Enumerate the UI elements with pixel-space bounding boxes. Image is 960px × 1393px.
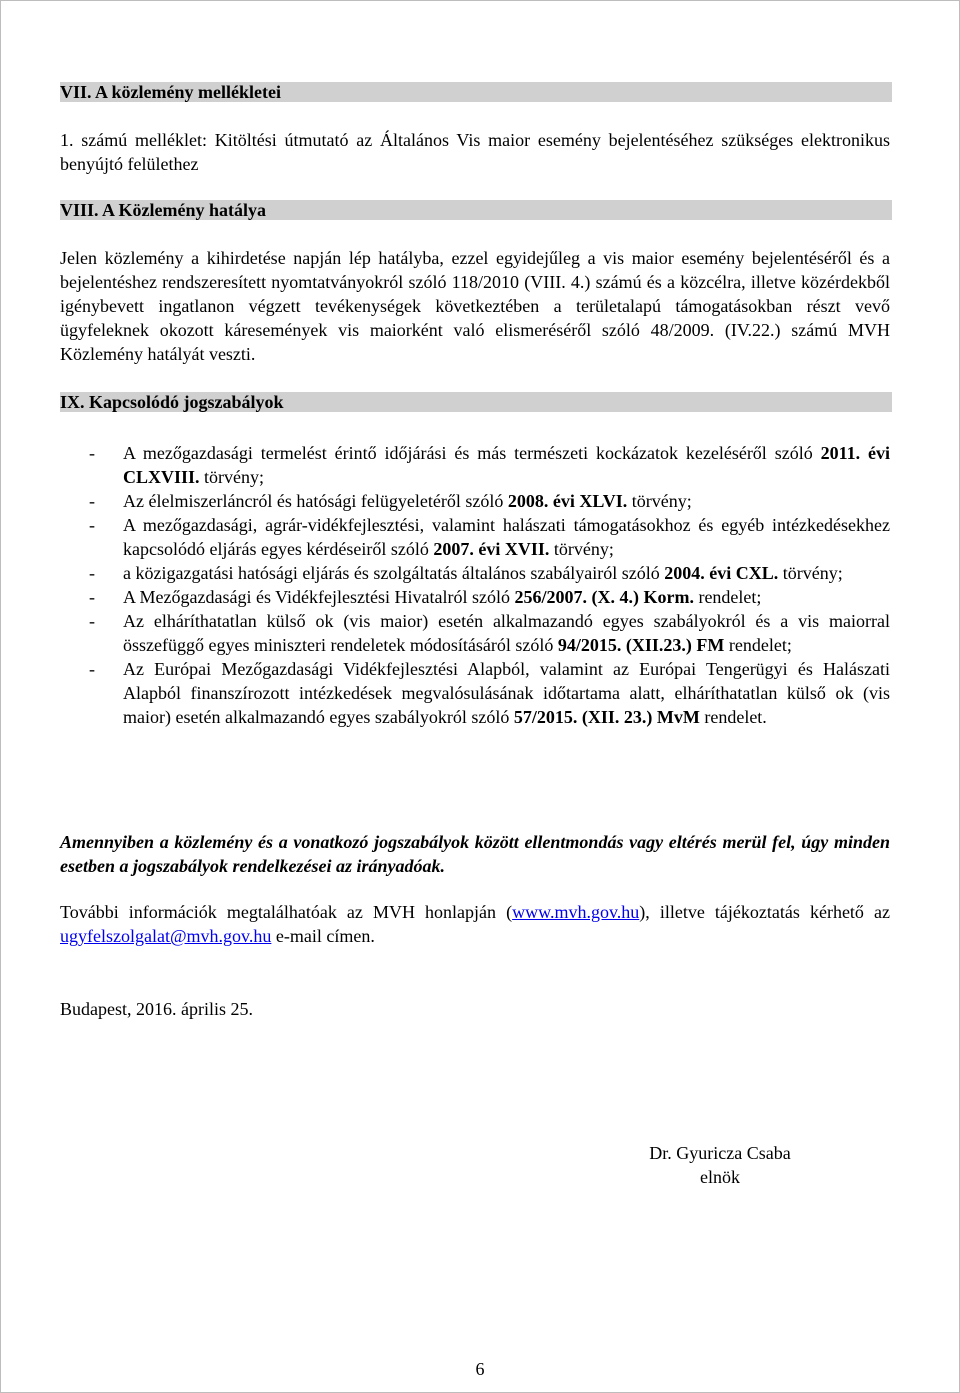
list-item bbox=[60, 609, 890, 657]
place-date: Budapest, 2016. április 25. bbox=[60, 999, 253, 1019]
section-7-text: 1. számú melléklet: Kitöltési útmutató az Általános Vis maior esemény bejelentéséhez szükséges elektronikus benyújtó felülethez bbox=[60, 130, 890, 174]
list-item bbox=[60, 513, 890, 561]
item-text: A Mezőgazdasági és Vidékfejlesztési Hivatalról szóló bbox=[123, 587, 510, 607]
info-pre: További információk megtalálhatóak az MVH honlapján ( bbox=[60, 902, 513, 922]
item-bold: 2011. évi CLXVIII. bbox=[123, 443, 891, 487]
item-tail: rendelet; bbox=[724, 635, 792, 655]
website-link[interactable]: www.mvh.gov.hu bbox=[512, 902, 640, 922]
section-9-title: IX. Kapcsolódó jogszabályok bbox=[60, 392, 284, 412]
item-tail: rendelet; bbox=[693, 587, 762, 607]
info-paragraph bbox=[60, 900, 890, 948]
signature-name: Dr. Gyuricza Csaba bbox=[649, 1143, 791, 1163]
item-tail: törvény; bbox=[778, 563, 843, 583]
section-7-title: VII. A közlemény mellékletei bbox=[60, 82, 281, 102]
item-tail: rendelet. bbox=[699, 707, 767, 727]
item-bold: 2008. évi XLVI. bbox=[507, 491, 628, 511]
item-bold: 2004. évi CXL. bbox=[664, 563, 779, 583]
list-item bbox=[60, 657, 890, 729]
section-8-text: Jelen közlemény a kihirdetése napján lép hatályba, ezzel egyidejűleg a vis maior esemény bejelentéséről és a bejelentéshez rendszeresített nyomtatványokról szóló 118/2010 (VIII. 4.) számú és a közcélra, illetve közérdekből igénybevett ingatlanon végzett tevékenységek következtében a területalapú támogatásokban részt vevő ügyfeleknek okozott káresemények vis maiorként való elismeréséről szóló 48/2009. (IV.22.) számú MVH Közlemény hatályát veszti. bbox=[60, 248, 890, 364]
list-item bbox=[60, 585, 890, 609]
page-number: 6 bbox=[475, 1359, 485, 1379]
item-tail: törvény; bbox=[627, 491, 692, 511]
item-text: A mezőgazdasági termelést érintő időjárási és más természeti kockázatok kezeléséről szóló bbox=[123, 443, 813, 463]
list-dash: - bbox=[89, 443, 95, 463]
item-tail: törvény; bbox=[199, 467, 265, 487]
list-item bbox=[60, 489, 890, 513]
section-7-heading bbox=[60, 82, 892, 102]
list-dash: - bbox=[89, 587, 95, 607]
item-bold: 256/2007. (X. 4.) Korm. bbox=[514, 587, 694, 607]
section-9-heading bbox=[60, 392, 892, 412]
section-8-title: VIII. A Közlemény hatálya bbox=[60, 200, 267, 220]
list-item bbox=[60, 561, 890, 585]
list-dash: - bbox=[89, 491, 95, 511]
list-dash: - bbox=[89, 515, 95, 535]
info-mid: ), illetve tájékoztatás kérhető az bbox=[639, 902, 890, 922]
item-text: A mezőgazdasági, agrár-vidékfejlesztési, valamint halászati támogatásokhoz és egyéb intézkedésekhez kapcsolódó eljárás egyes kérdéseiről szóló bbox=[123, 515, 890, 559]
item-bold: 57/2015. (XII. 23.) MvM bbox=[513, 707, 700, 727]
item-text: Az élelmiszerláncról és hatósági felügyeletéről szóló bbox=[123, 491, 504, 511]
list-dash: - bbox=[89, 563, 95, 583]
list-item bbox=[60, 441, 890, 489]
item-text: Az Európai Mezőgazdasági Vidékfejlesztési Alapból, valamint az Európai Tengerügyi és Halászati Alapból finanszírozott intézkedések megvalósulásának időtartama alatt, elháríthatatlan külső ok (vis maior) esetén alkalmazandó egyes szabályokról szóló bbox=[123, 659, 890, 727]
notice-text: Amennyiben a közlemény és a vonatkozó jogszabályok között ellentmondás vagy eltérés merül fel, úgy minden esetben a jogszabályok rendelkezései az irányadóak. bbox=[60, 832, 890, 876]
list-dash: - bbox=[89, 611, 95, 631]
section-8-heading bbox=[60, 200, 892, 220]
info-post: e-mail címen. bbox=[271, 926, 375, 946]
item-text: Az elháríthatatlan külső ok (vis maior) esetén alkalmazandó egyes szabályokról és a vis maiorral összefüggő egyes miniszteri rendeletek módosításáról szóló bbox=[123, 611, 890, 655]
item-bold: 2007. évi XVII. bbox=[433, 539, 550, 559]
item-bold: 94/2015. (XII.23.) FM bbox=[557, 635, 725, 655]
list-dash: - bbox=[89, 659, 95, 679]
legislation-list bbox=[60, 441, 890, 729]
signature-block bbox=[620, 1141, 820, 1189]
item-text: a közigazgatási hatósági eljárás és szolgáltatás általános szabályairól szóló bbox=[123, 563, 660, 583]
email-link[interactable]: ugyfelszolgalat@mvh.gov.hu bbox=[60, 926, 272, 946]
signature-role: elnök bbox=[700, 1167, 740, 1187]
item-tail: törvény; bbox=[549, 539, 614, 559]
